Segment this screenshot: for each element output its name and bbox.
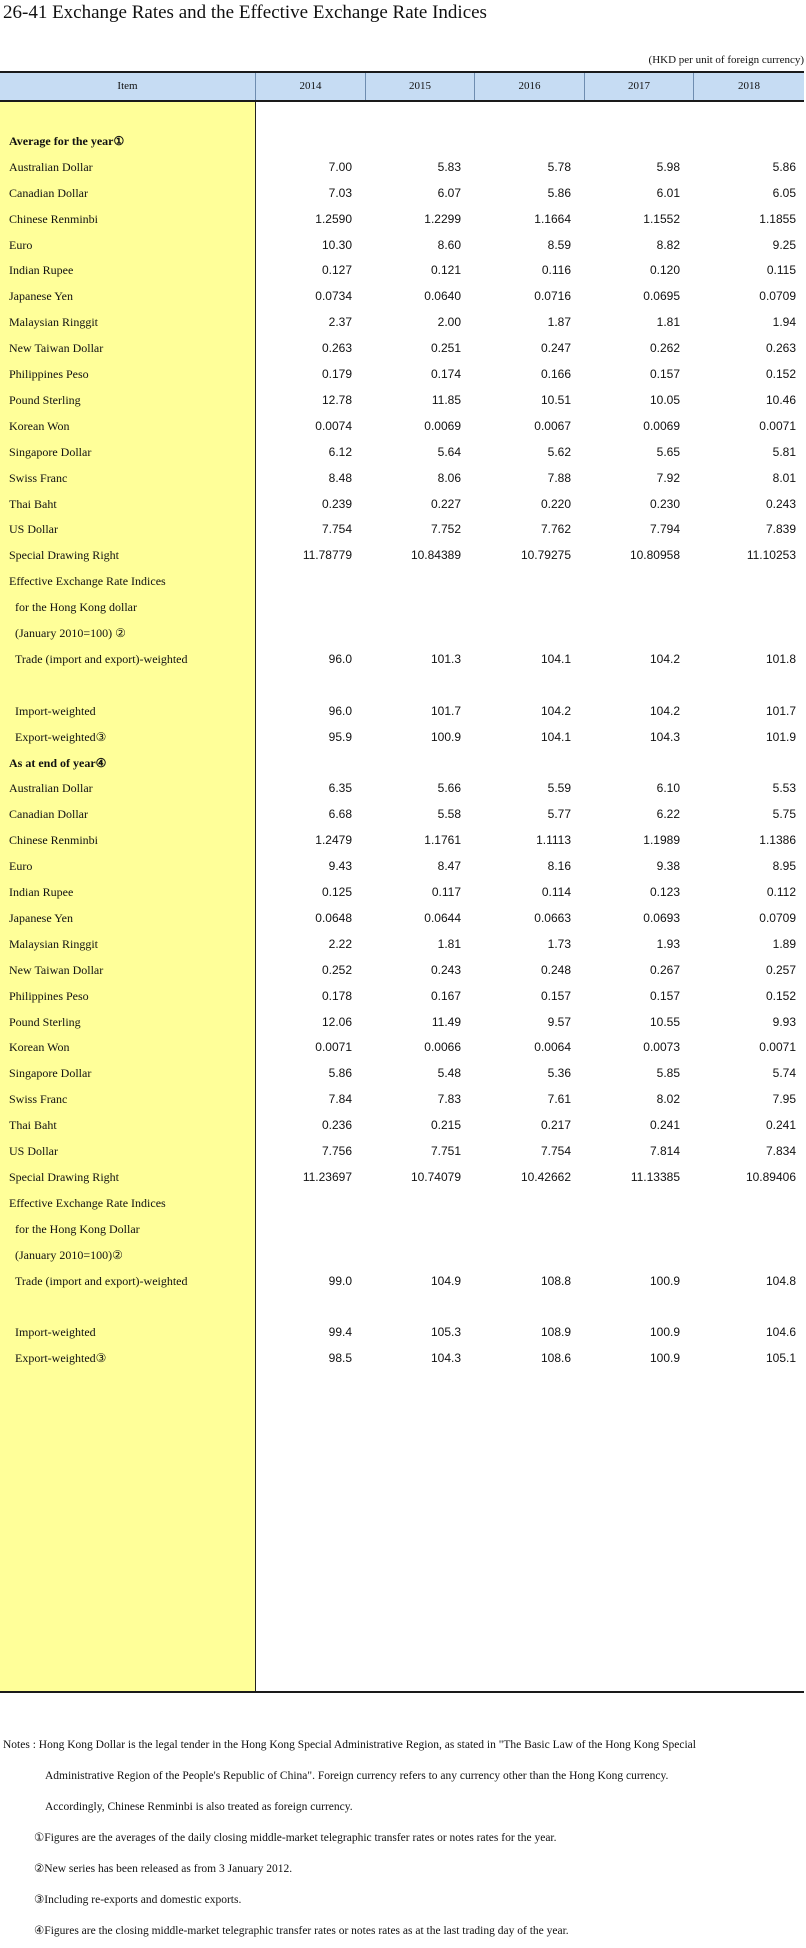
value-cell-2017: 0.0069 [643, 418, 680, 433]
row-label: US Dollar [9, 1144, 58, 1158]
value-cell-2014: 0.127 [321, 263, 352, 278]
value-cell-2018: 5.53 [772, 781, 796, 796]
value-cell-2015: 100.9 [430, 729, 461, 744]
value-cell-2014: 0.239 [321, 496, 352, 511]
row-label: for the Hong Kong dollar [15, 600, 137, 615]
value-cell-2016: 5.86 [547, 185, 571, 200]
value-cell-2016: 0.116 [541, 263, 571, 278]
value-cell-2015: 1.2299 [424, 211, 461, 226]
value-cell-2016: 5.78 [547, 159, 571, 174]
row-label: Euro [9, 859, 33, 874]
row-label: Malaysian Ringgit [9, 315, 98, 330]
value-cell-2014: 0.0074 [315, 418, 352, 433]
value-cell-2017: 0.157 [649, 988, 680, 1003]
value-cell-2018: 8.01 [772, 470, 796, 485]
row-label: US Dollar [9, 522, 58, 537]
value-cell-2014: 95.9 [328, 729, 352, 744]
row-label: Chinese Renminbi [9, 833, 98, 848]
row-label: Malaysian Ringgit [9, 936, 98, 951]
value-cell-2018: 0.263 [765, 341, 796, 356]
value-cell-2014: 99.0 [328, 1273, 352, 1288]
value-cell-2014: 7.756 [321, 1144, 352, 1158]
value-cell-2015: 2.00 [437, 315, 461, 330]
value-cell-2016: 1.1664 [534, 211, 571, 226]
value-cell-2015: 0.0066 [424, 1040, 461, 1055]
value-cell-2015: 0.227 [430, 496, 461, 511]
value-cell-2017: 100.9 [649, 1273, 680, 1288]
value-cell-2016: 5.36 [547, 1066, 571, 1081]
value-cell-2018: 0.243 [765, 496, 796, 511]
value-cell-2014: 11.23697 [302, 1169, 352, 1184]
value-cell-2016: 108.9 [540, 1325, 571, 1340]
value-cell-2017: 10.05 [649, 392, 680, 407]
row-label: Australian Dollar [9, 781, 93, 796]
value-cell-2017: 7.92 [656, 470, 680, 485]
value-cell-2015: 5.83 [437, 159, 461, 174]
value-cell-2018: 10.89406 [745, 1169, 796, 1184]
value-cell-2015: 7.752 [430, 522, 461, 537]
value-cell-2014: 11.78779 [302, 548, 352, 563]
value-cell-2017: 11.13385 [630, 1169, 680, 1184]
row-label: Export-weighted③ [15, 729, 107, 744]
value-cell-2016: 5.77 [547, 807, 571, 822]
value-cell-2016: 7.754 [540, 1144, 571, 1158]
value-cell-2017: 1.1552 [643, 211, 680, 226]
row-label: for the Hong Kong Dollar [15, 1221, 140, 1236]
notes-section [3, 1730, 803, 1947]
value-cell-2015: 11.49 [431, 1014, 461, 1029]
row-label: Japanese Yen [9, 910, 73, 925]
value-cell-2018: 5.86 [772, 159, 796, 174]
row-label: Special Drawing Right [9, 1169, 119, 1184]
value-cell-2015: 7.751 [430, 1144, 461, 1158]
row-label: As at end of year④ [9, 755, 107, 770]
value-cell-2015: 101.7 [430, 703, 461, 718]
value-cell-2015: 6.07 [437, 185, 461, 200]
value-cell-2015: 0.174 [430, 367, 461, 381]
page-title: 26-41 Exchange Rates and the Effective Exchange Rate Indices [3, 2, 487, 23]
value-cell-2015: 0.0644 [424, 910, 461, 925]
row-label: Export-weighted③ [15, 1351, 107, 1366]
value-cell-2017: 6.01 [656, 185, 680, 200]
row-label: Trade (import and export)-weighted [15, 651, 188, 666]
value-cell-2014: 0.252 [321, 962, 352, 977]
value-cell-2014: 0.0071 [315, 1040, 352, 1055]
value-cell-2016: 10.79275 [520, 548, 571, 563]
value-cell-2018: 105.1 [765, 1351, 796, 1366]
value-cell-2017: 8.82 [656, 237, 680, 252]
value-cell-2016: 5.59 [547, 781, 571, 796]
value-cell-2018: 6.05 [772, 185, 796, 200]
row-label: Pound Sterling [9, 392, 81, 407]
row-label: Swiss Franc [9, 1092, 68, 1107]
value-cell-2017: 8.02 [656, 1092, 680, 1107]
row-label: Average for the year① [9, 133, 125, 148]
row-label: Canadian Dollar [9, 185, 88, 200]
row-label: Effective Exchange Rate Indices [9, 574, 166, 589]
value-cell-2017: 0.262 [649, 341, 680, 356]
value-cell-2018: 0.0709 [759, 289, 796, 304]
value-cell-2017: 1.1989 [643, 833, 680, 848]
value-cell-2014: 12.06 [321, 1014, 352, 1029]
column-header-2016: 2016 [475, 73, 585, 100]
table-header [0, 71, 804, 102]
value-cell-2014: 2.22 [328, 936, 352, 951]
value-cell-2015: 10.84389 [410, 548, 461, 563]
column-header-2018: 2018 [738, 80, 760, 92]
value-cell-2016: 1.73 [547, 936, 571, 951]
value-cell-2014: 0.263 [321, 341, 352, 356]
value-cell-2016: 0.0064 [534, 1040, 571, 1055]
value-cell-2017: 1.81 [656, 315, 680, 330]
row-label: Pound Sterling [9, 1014, 81, 1029]
value-cell-2014: 99.4 [328, 1325, 352, 1340]
row-label: Trade (import and export)-weighted [15, 1273, 188, 1288]
value-cell-2014: 8.48 [328, 470, 352, 485]
value-cell-2018: 11.10253 [746, 548, 796, 563]
value-cell-2017: 6.10 [656, 781, 680, 796]
note-1: ①Figures are the averages of the daily closing middle-market telegraphic transfer rates or notes rates for the year. [34, 1832, 557, 1844]
value-cell-2018: 0.112 [766, 885, 796, 899]
row-label: Japanese Yen [9, 289, 73, 304]
value-cell-2015: 0.251 [430, 341, 461, 356]
value-cell-2017: 104.2 [649, 703, 680, 718]
value-cell-2014: 10.30 [321, 237, 352, 252]
value-cell-2014: 9.43 [328, 859, 352, 874]
table-row [0, 1342, 804, 1374]
row-label: New Taiwan Dollar [9, 341, 104, 356]
value-cell-2015: 104.3 [430, 1351, 461, 1366]
value-cell-2015: 10.74079 [410, 1169, 461, 1184]
notes-main-continued-2: Accordingly, Chinese Renminbi is also treated as foreign currency. [45, 1801, 353, 1813]
value-cell-2017: 100.9 [649, 1325, 680, 1340]
value-cell-2015: 5.58 [437, 807, 461, 822]
value-cell-2017: 5.85 [656, 1066, 680, 1081]
value-cell-2014: 1.2590 [315, 211, 352, 226]
value-cell-2018: 1.1855 [759, 211, 796, 226]
value-cell-2016: 0.217 [540, 1118, 571, 1133]
row-label: Special Drawing Right [9, 548, 119, 563]
table-bottom-border [0, 1691, 804, 1693]
column-header-2015: 2015 [366, 73, 475, 100]
value-cell-2016: 0.114 [541, 885, 571, 899]
row-label: Philippines Peso [9, 988, 89, 1003]
value-cell-2017: 0.157 [649, 367, 680, 381]
value-cell-2016: 1.87 [547, 315, 571, 330]
row-label: Korean Won [9, 418, 70, 433]
row-label: Canadian Dollar [9, 807, 88, 822]
value-cell-2015: 0.117 [431, 885, 461, 899]
value-cell-2018: 8.95 [772, 859, 796, 874]
value-cell-2014: 6.12 [328, 444, 352, 459]
row-label: (January 2010=100) ② [15, 626, 126, 640]
value-cell-2016: 5.62 [547, 444, 571, 459]
notes-prefix: Notes : [3, 1739, 39, 1751]
value-cell-2014: 1.2479 [315, 833, 352, 848]
value-cell-2015: 11.85 [431, 392, 461, 407]
value-cell-2016: 8.16 [547, 859, 571, 874]
value-cell-2018: 0.152 [765, 988, 796, 1003]
value-cell-2018: 9.25 [772, 237, 796, 252]
value-cell-2015: 104.9 [430, 1273, 461, 1288]
value-cell-2016: 10.51 [540, 392, 571, 407]
value-cell-2018: 5.75 [772, 807, 796, 822]
value-cell-2018: 0.241 [765, 1118, 796, 1133]
value-cell-2018: 1.89 [772, 936, 796, 951]
value-cell-2015: 0.215 [430, 1118, 461, 1133]
value-cell-2018: 0.257 [765, 962, 796, 977]
value-cell-2015: 5.64 [437, 444, 461, 459]
value-cell-2014: 96.0 [328, 651, 352, 666]
value-cell-2015: 8.60 [437, 237, 461, 252]
value-cell-2017: 0.230 [649, 496, 680, 511]
value-cell-2015: 0.167 [430, 988, 461, 1003]
value-cell-2015: 105.3 [430, 1325, 461, 1340]
value-cell-2016: 1.1113 [536, 833, 571, 848]
value-cell-2018: 0.115 [766, 263, 796, 278]
row-label: Singapore Dollar [9, 444, 92, 459]
value-cell-2016: 104.1 [540, 651, 571, 666]
value-cell-2017: 6.22 [656, 807, 680, 822]
value-cell-2016: 7.61 [547, 1092, 571, 1107]
value-cell-2017: 5.98 [656, 159, 680, 174]
value-cell-2016: 0.248 [540, 962, 571, 977]
value-cell-2018: 101.7 [765, 703, 796, 718]
value-cell-2015: 1.1761 [424, 833, 461, 848]
value-cell-2015: 8.06 [437, 470, 461, 485]
value-cell-2017: 0.0073 [643, 1040, 680, 1055]
value-cell-2018: 0.0709 [759, 910, 796, 925]
value-cell-2017: 7.814 [649, 1144, 680, 1158]
value-cell-2014: 0.179 [321, 367, 352, 381]
row-label: New Taiwan Dollar [9, 962, 104, 977]
value-cell-2018: 101.8 [765, 651, 796, 666]
value-cell-2018: 10.46 [765, 392, 796, 407]
value-cell-2014: 12.78 [321, 392, 352, 407]
value-cell-2016: 7.762 [540, 522, 571, 537]
row-label: Euro [9, 237, 33, 252]
exchange-rate-table [0, 71, 804, 1691]
value-cell-2018: 101.9 [765, 729, 796, 744]
value-cell-2017: 9.38 [656, 859, 680, 874]
row-label: Import-weighted [15, 703, 96, 718]
value-cell-2018: 5.81 [772, 444, 796, 459]
value-cell-2014: 5.86 [328, 1066, 352, 1081]
value-cell-2018: 7.834 [765, 1144, 796, 1158]
value-cell-2017: 5.65 [656, 444, 680, 459]
value-cell-2014: 98.5 [328, 1351, 352, 1366]
value-cell-2015: 0.0069 [424, 418, 461, 433]
value-cell-2017: 0.120 [649, 263, 680, 278]
value-cell-2018: 7.95 [772, 1092, 796, 1107]
notes-main [3, 1730, 803, 1761]
unit-note: (HKD per unit of foreign currency) [648, 54, 804, 66]
value-cell-2015: 7.83 [437, 1092, 461, 1107]
row-label: Indian Rupee [9, 263, 74, 278]
value-cell-2014: 7.00 [328, 159, 352, 174]
value-cell-2015: 0.121 [430, 263, 461, 278]
value-cell-2018: 0.0071 [759, 418, 796, 433]
value-cell-2014: 6.35 [328, 781, 352, 796]
value-cell-2015: 1.81 [437, 936, 461, 951]
value-cell-2014: 7.03 [328, 185, 352, 200]
row-label: Import-weighted [15, 1325, 96, 1340]
value-cell-2015: 101.3 [430, 651, 461, 666]
row-label: Singapore Dollar [9, 1066, 92, 1081]
row-label: Australian Dollar [9, 159, 93, 174]
column-header-2014: 2014 [256, 73, 366, 100]
value-cell-2018: 7.839 [765, 522, 796, 537]
value-cell-2016: 0.247 [540, 341, 571, 356]
value-cell-2017: 7.794 [649, 522, 680, 537]
row-label: Philippines Peso [9, 367, 89, 381]
value-cell-2014: 2.37 [328, 315, 352, 330]
value-cell-2018: 1.1386 [759, 833, 796, 848]
value-cell-2014: 7.754 [321, 522, 352, 537]
value-cell-2018: 9.93 [772, 1014, 796, 1029]
value-cell-2018: 104.6 [765, 1325, 796, 1340]
row-label: Effective Exchange Rate Indices [9, 1195, 166, 1210]
value-cell-2017: 10.80958 [629, 548, 680, 563]
value-cell-2018: 5.74 [772, 1066, 796, 1081]
value-cell-2016: 0.0663 [534, 910, 571, 925]
value-cell-2016: 10.42662 [520, 1169, 571, 1184]
row-label: Indian Rupee [9, 885, 74, 899]
value-cell-2016: 0.0067 [534, 418, 571, 433]
value-cell-2017: 0.123 [649, 885, 680, 899]
value-cell-2017: 0.0695 [643, 289, 680, 304]
value-cell-2016: 104.2 [540, 703, 571, 718]
row-label: Thai Baht [9, 1118, 57, 1133]
notes-main-text: Hong Kong Dollar is the legal tender in the Hong Kong Special Administrative Region, as stated in "The Basic Law of the Hong Kong Special [38, 1739, 696, 1751]
value-cell-2015: 5.48 [437, 1066, 461, 1081]
value-cell-2016: 8.59 [547, 237, 571, 252]
value-cell-2016: 9.57 [547, 1014, 571, 1029]
value-cell-2018: 1.94 [772, 315, 796, 330]
value-cell-2018: 104.8 [765, 1273, 796, 1288]
value-cell-2016: 104.1 [540, 729, 571, 744]
value-cell-2018: 0.152 [765, 367, 796, 381]
value-cell-2014: 7.84 [328, 1092, 352, 1107]
value-cell-2014: 0.178 [321, 988, 352, 1003]
value-cell-2015: 8.47 [437, 859, 461, 874]
value-cell-2014: 0.236 [321, 1118, 352, 1133]
value-cell-2017: 0.0693 [643, 910, 680, 925]
value-cell-2017: 104.2 [649, 651, 680, 666]
value-cell-2015: 5.66 [437, 781, 461, 796]
value-cell-2016: 0.157 [540, 988, 571, 1003]
row-label: Swiss Franc [9, 470, 68, 485]
row-label: Thai Baht [9, 496, 57, 511]
value-cell-2015: 0.243 [430, 962, 461, 977]
value-cell-2017: 10.55 [649, 1014, 680, 1029]
value-cell-2016: 0.220 [540, 496, 571, 511]
note-3: ③Including re-exports and domestic exports. [34, 1894, 242, 1906]
value-cell-2014: 96.0 [328, 703, 352, 718]
value-cell-2016: 0.166 [540, 367, 571, 381]
value-cell-2016: 0.0716 [534, 289, 571, 304]
value-cell-2014: 0.0648 [315, 910, 352, 925]
value-cell-2017: 100.9 [649, 1351, 680, 1366]
value-cell-2017: 0.267 [649, 962, 680, 977]
value-cell-2014: 0.0734 [315, 289, 352, 304]
value-cell-2014: 6.68 [328, 807, 352, 822]
row-label: Korean Won [9, 1040, 70, 1055]
value-cell-2018: 0.0071 [759, 1040, 796, 1055]
column-header-item: Item [0, 73, 256, 100]
note-4: ④Figures are the closing middle-market telegraphic transfer rates or notes rates as at the last trading day of the year. [34, 1925, 569, 1937]
value-cell-2015: 0.0640 [424, 289, 461, 304]
value-cell-2016: 7.88 [547, 470, 571, 485]
notes-main-continued-1: Administrative Region of the People's Republic of China". Foreign currency refers to any currency other than the Hong Kong currency. [45, 1770, 669, 1782]
value-cell-2017: 1.93 [656, 936, 680, 951]
value-cell-2017: 104.3 [649, 729, 680, 744]
column-header-2017: 2017 [585, 73, 694, 100]
value-cell-2017: 0.241 [649, 1118, 680, 1133]
row-label: Chinese Renminbi [9, 211, 98, 226]
value-cell-2014: 0.125 [321, 885, 352, 899]
value-cell-2016: 108.6 [540, 1351, 571, 1366]
value-cell-2016: 108.8 [540, 1273, 571, 1288]
note-2: ②New series has been released as from 3 January 2012. [34, 1863, 293, 1875]
row-label: (January 2010=100)② [15, 1247, 123, 1262]
